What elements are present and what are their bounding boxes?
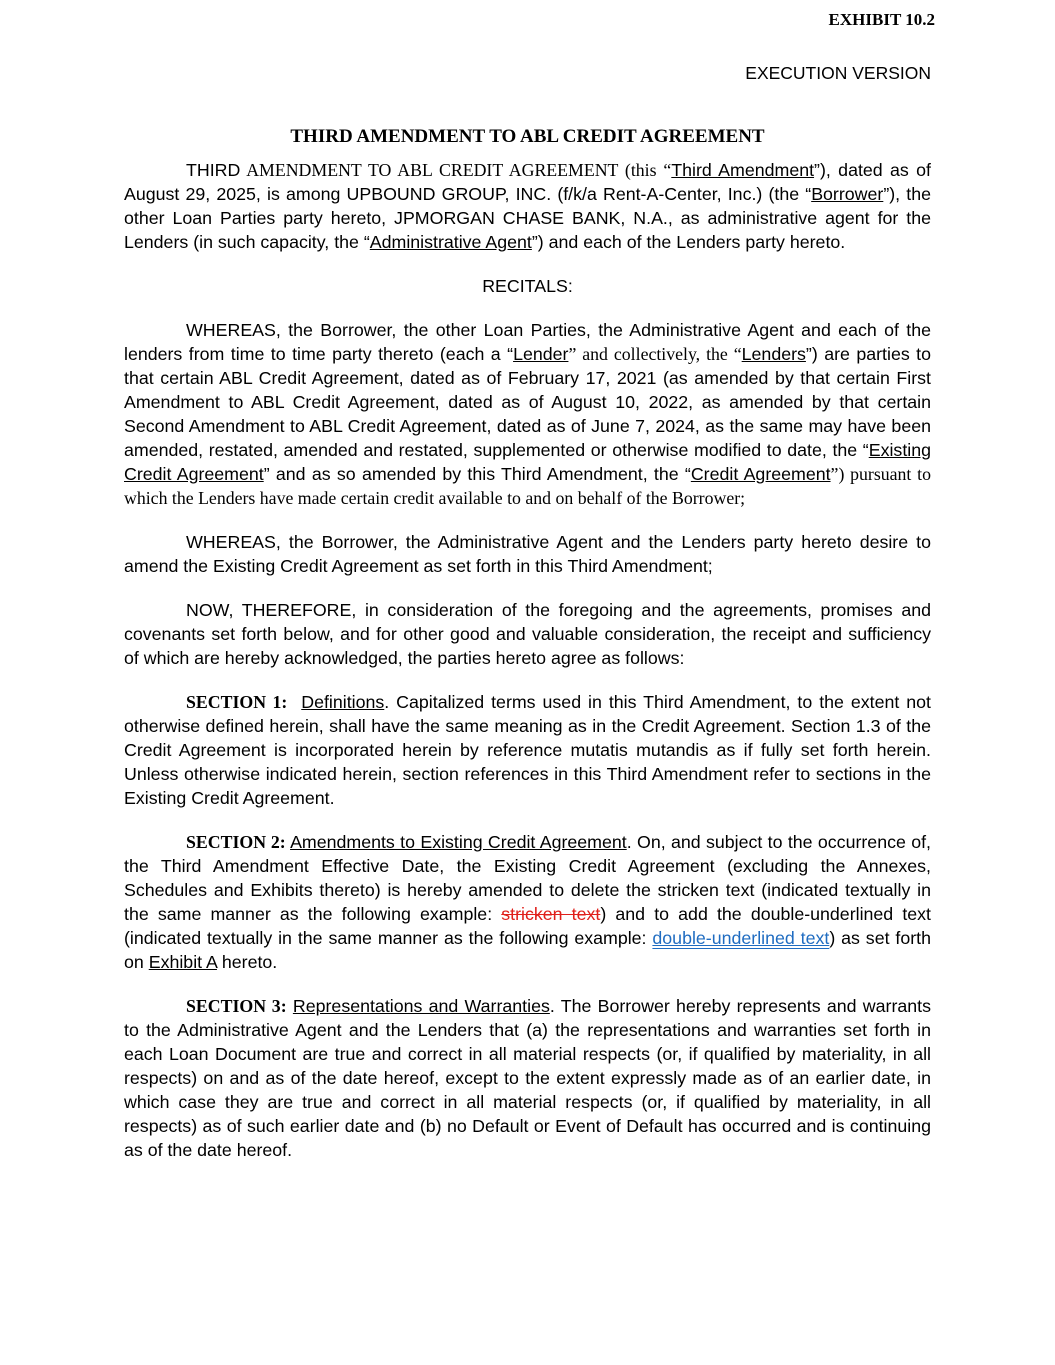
section-2-text-d: hereto. — [216, 952, 278, 972]
section-2-heading: Amendments to Existing Credit Agreement — [290, 832, 627, 852]
section-1-number: SECTION 1: — [186, 692, 288, 712]
section-2-text-c: ) as set forth on — [124, 928, 931, 972]
section-2-number: SECTION 2: — [186, 832, 286, 852]
section-1-heading: Definitions — [301, 692, 385, 712]
defined-term-administrative-agent: Administrative Agent — [369, 232, 532, 252]
whereas1-c: ” and collectively, the “ — [568, 344, 742, 364]
exhibit-a-reference: Exhibit A — [148, 952, 217, 972]
whereas-paragraph-2: WHEREAS, the Borrower, the Administrative Agent and the Lenders party hereto desire to amend the Existing Credit Agreement as set forth in this Third Amendment; — [124, 532, 931, 576]
now-therefore-paragraph: NOW, THEREFORE, in consideration of the foregoing and the agreements, promises and covenants set forth below, and for other good and valuable consideration, the receipt and sufficiency of which are hereby acknowledged, the parties hereto agree as follows: — [124, 600, 931, 668]
intro-d: ”), dated as of August 29, 2025, is among UPBOUND GROUP, INC. (f/k/a Rent-A-Center, Inc.) (the “ — [124, 160, 931, 204]
intro-a: THIRD — [186, 160, 241, 180]
whereas-paragraph-1 — [124, 318, 931, 510]
section-1 — [124, 690, 931, 810]
document-body — [124, 158, 931, 1182]
defined-term-lender: Lender — [513, 344, 569, 364]
defined-term-lenders: Lenders — [741, 344, 806, 364]
defined-term-borrower: Borrower — [811, 184, 884, 204]
stricken-text-example: stricken text — [501, 904, 601, 924]
document-title: THIRD AMENDMENT TO ABL CREDIT AGREEMENT — [290, 126, 765, 147]
intro-paragraph — [124, 158, 931, 254]
defined-term-existing-credit-agreement: Existing Credit Agreement — [124, 440, 931, 484]
intro-h: ”) and each of the Lenders party hereto. — [531, 232, 846, 252]
whereas1-g: ” and as so amended by this Third Amendment, the “ — [263, 464, 691, 484]
intro-b: AMENDMENT TO ABL CREDIT AGREEMENT (this “ — [240, 160, 672, 180]
section-3-number: SECTION 3: — [186, 996, 287, 1016]
whereas1-i: ”) pursuant to which the Lenders have made certain credit available to and on behalf of the Borrower; — [124, 464, 931, 508]
section-1-text: . Capitalized terms used in this Third Amendment, to the extent not otherwise defined herein, shall have the same meaning as in the Credit Agreement. Section 1.3 of the Credit Agreement is incorporated herein by reference mutatis mutandis as if fully set forth herein. Unless otherwise indicated herein, section references in this Third Amendment refer to sections in the Existing Credit Agreement. — [124, 692, 931, 808]
double-underlined-text-example[interactable]: double-underlined text — [652, 928, 830, 948]
section-2-text-a: . On, and subject to the occurrence of, the Third Amendment Effective Date, the Existing Credit Agreement (excluding the Annexes, Schedules and Exhibits thereto) is hereby amended to delete the stricken text (indicated textually in the same manner as the following example: — [124, 832, 931, 924]
execution-version-label: EXECUTION VERSION — [745, 63, 931, 83]
section-2-text-b: ) and to add the double-underlined text (indicated textually in the same manner as the following example: — [124, 904, 931, 948]
section-2 — [124, 830, 931, 974]
exhibit-label: EXHIBIT 10.2 — [828, 10, 935, 29]
recitals-heading: RECITALS: — [482, 276, 573, 296]
section-3 — [124, 994, 931, 1162]
defined-term-third-amendment: Third Amendment — [671, 160, 815, 180]
whereas1-a: WHEREAS, the Borrower, the other Loan Parties, the Administrative Agent and each of the lenders from time to time party thereto (each a “ — [124, 320, 931, 364]
section-3-text: . The Borrower hereby represents and warrants to the Administrative Agent and the Lenders that (a) the representations and warranties set forth in each Loan Document are true and correct in all material respects (or, if qualified by materiality, in all respects) on and as of the date hereof, except to the extent expressly made as of an earlier date, in which case they are true and correct in all material respects (or, if qualified by materiality, in all respects) as of such earlier date and (b) no Default or Event of Default has occurred and is continuing as of the date hereof. — [124, 996, 931, 1160]
section-3-heading: Representations and Warranties — [292, 996, 550, 1016]
whereas1-e: ”) are parties to that certain ABL Credit Agreement, dated as of February 17, 2021 (as amended by that certain First Amendment to ABL Credit Agreement, dated as of August 10, 2022, as amended by that certain Second Amendment to ABL Credit Agreement, dated as of June 7, 2024, as the same may have been amended, restated, amended and restated, supplemented or otherwise modified to date, the “ — [124, 344, 931, 460]
defined-term-credit-agreement: Credit Agreement — [690, 464, 831, 484]
intro-f: ”), the other Loan Parties party hereto, JPMORGAN CHASE BANK, N.A., as administrative agent for the Lenders (in such capacity, the “ — [124, 184, 931, 252]
